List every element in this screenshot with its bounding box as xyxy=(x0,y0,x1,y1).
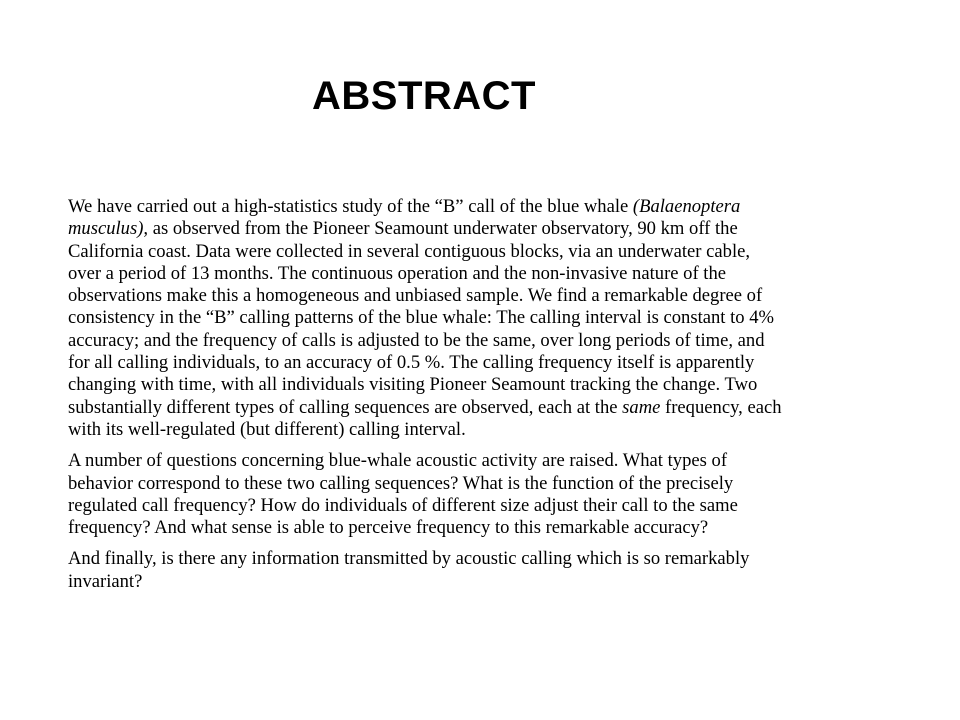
italic-text-run: musculus), xyxy=(68,218,149,240)
text-run: for all calling individuals, to an accuracy of 0.5 %. The calling frequency itself is apparently xyxy=(68,352,755,374)
text-run: We have carried out a high-statistics study of the “B” call of the blue whale xyxy=(68,196,633,217)
abstract-body xyxy=(68,196,872,602)
text-run: frequency? And what sense is able to perceive frequency to this remarkable accuracy? xyxy=(68,517,709,539)
text-line xyxy=(68,196,872,218)
text-line xyxy=(68,473,872,495)
text-line xyxy=(68,241,872,263)
text-run: accuracy; and the frequency of calls is adjusted to be the same, over long periods of time, and xyxy=(68,329,765,351)
text-run: changing with time, with all individuals visiting Pioneer Seamount tracking the change. Two xyxy=(68,374,758,396)
italic-text-run: same xyxy=(622,396,661,418)
abstract-paragraph xyxy=(68,196,872,441)
text-run: substantially different types of calling sequences are observed, each at the xyxy=(68,396,623,418)
text-line xyxy=(68,397,872,419)
abstract-paragraph xyxy=(68,450,872,539)
text-line xyxy=(68,517,872,539)
text-line xyxy=(68,374,872,396)
text-run: behavior correspond to these two calling sequences? What is the function of the precisely xyxy=(68,472,734,494)
text-run: as observed from the Pioneer Seamount underwater observatory, 90 km off the xyxy=(148,218,738,240)
text-line xyxy=(68,419,872,441)
text-run: A number of questions concerning blue-whale acoustic activity are raised. What types of xyxy=(68,450,728,472)
text-run: invariant? xyxy=(68,570,143,592)
text-line xyxy=(68,218,872,240)
text-run: observations make this a homogeneous and unbiased sample. We find a remarkable degree of xyxy=(68,285,763,307)
text-run: over a period of 13 months. The continuous operation and the non-invasive nature of the xyxy=(68,262,727,284)
text-run: California coast. Data were collected in several contiguous blocks, via an underwater cable, xyxy=(68,240,751,262)
text-line xyxy=(68,495,872,517)
abstract-paragraph xyxy=(68,548,872,593)
text-run: frequency, each xyxy=(660,396,782,418)
italic-text-run: (Balaenoptera xyxy=(632,196,741,217)
text-run: consistency in the “B” calling patterns of the blue whale: The calling interval is constant to 4% xyxy=(68,307,775,329)
text-line xyxy=(68,548,872,570)
text-line xyxy=(68,571,872,593)
slide-title: ABSTRACT xyxy=(312,74,536,118)
text-line xyxy=(68,307,872,329)
text-run: And finally, is there any information transmitted by acoustic calling which is so remarkably xyxy=(68,548,750,570)
text-line xyxy=(68,450,872,472)
text-line xyxy=(68,285,872,307)
text-run: with its well-regulated (but different) calling interval. xyxy=(68,418,466,440)
text-run: regulated call frequency? How do individuals of different size adjust their call to the same xyxy=(68,494,738,516)
text-line xyxy=(68,352,872,374)
text-line xyxy=(68,263,872,285)
text-line xyxy=(68,330,872,352)
